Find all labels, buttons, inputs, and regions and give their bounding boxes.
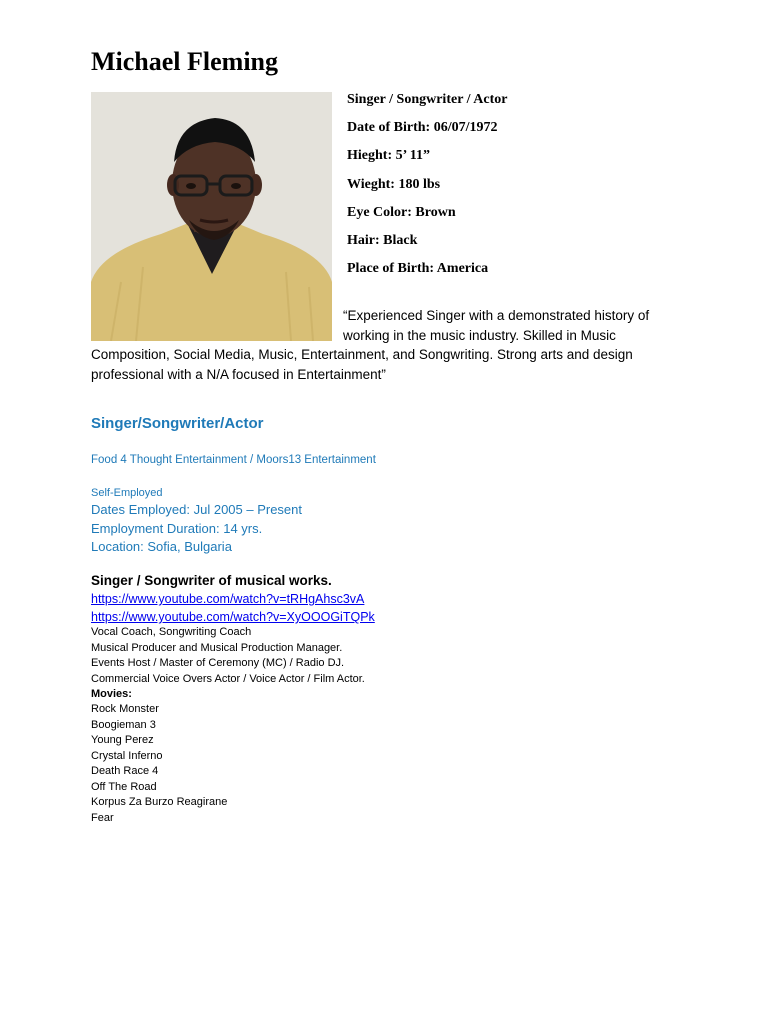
fact-place-of-birth: Place of Birth: America	[347, 261, 489, 277]
roles-list	[91, 625, 365, 687]
employment-duration: Employment Duration: 14 yrs.	[91, 520, 263, 536]
list-item: Vocal Coach, Songwriting Coach	[91, 626, 252, 638]
experience-title: Singer/Songwriter/Actor	[91, 415, 264, 432]
movie-item: Off The Road	[91, 780, 157, 793]
movie-item: Young Perez	[91, 734, 154, 746]
employment-dates: Dates Employed: Jul 2005 – Present	[91, 502, 303, 517]
summary-text: “Experienced Singer with a demonstrated history of working in the music industry. Skilled in Music Composition, Social Media, Music, Entertainment, and Songwriting. Strong arts and design professional with a N/A focused in Entertainment”	[91, 308, 650, 383]
profile-facts	[347, 90, 507, 287]
movie-item: Death Race 4	[91, 765, 159, 777]
profile-summary	[91, 306, 671, 385]
fact-height: Hieght: 5’ 11”	[347, 148, 430, 164]
youtube-link-2[interactable]: https://www.youtube.com/watch?v=XyOOOGiTQPk	[91, 610, 375, 624]
fact-date-of-birth: Date of Birth: 06/07/1972	[347, 120, 498, 136]
list-item: Events Host / Master of Ceremony (MC) / Radio DJ.	[91, 657, 345, 669]
list-item: Musical Producer and Musical Production Manager.	[91, 641, 343, 654]
page-title: Michael Fleming	[91, 47, 279, 76]
list-item: Commercial Voice Overs Actor / Voice Actor / Film Actor.	[91, 672, 365, 685]
fact-weight: Wieght: 180 lbs	[347, 176, 441, 192]
movies-heading: Movies:	[91, 688, 132, 700]
profile-photo	[91, 92, 332, 341]
movie-item: Fear	[91, 811, 114, 824]
fact-profession: Singer / Songwriter / Actor	[347, 92, 508, 107]
movie-item: Rock Monster	[91, 703, 159, 715]
employment-type: Self-Employed	[91, 487, 163, 499]
company-name: Food 4 Thought Entertainment / Moors13 Entertainment	[91, 454, 376, 466]
movie-item: Crystal Inferno	[91, 749, 163, 762]
movie-item: Boogieman 3	[91, 718, 156, 731]
fact-hair: Hair: Black	[347, 232, 418, 248]
works-links	[91, 590, 375, 626]
movies-list	[91, 702, 227, 826]
works-heading: Singer / Songwriter of musical works.	[91, 573, 332, 588]
movie-item: Korpus Za Burzo Reagirane	[91, 796, 228, 808]
fact-eye-color: Eye Color: Brown	[347, 204, 456, 220]
employment-details	[91, 501, 302, 557]
youtube-link-1[interactable]: https://www.youtube.com/watch?v=tRHgAhsc3vA	[91, 592, 365, 606]
employment-location: Location: Sofia, Bulgaria	[91, 539, 232, 554]
